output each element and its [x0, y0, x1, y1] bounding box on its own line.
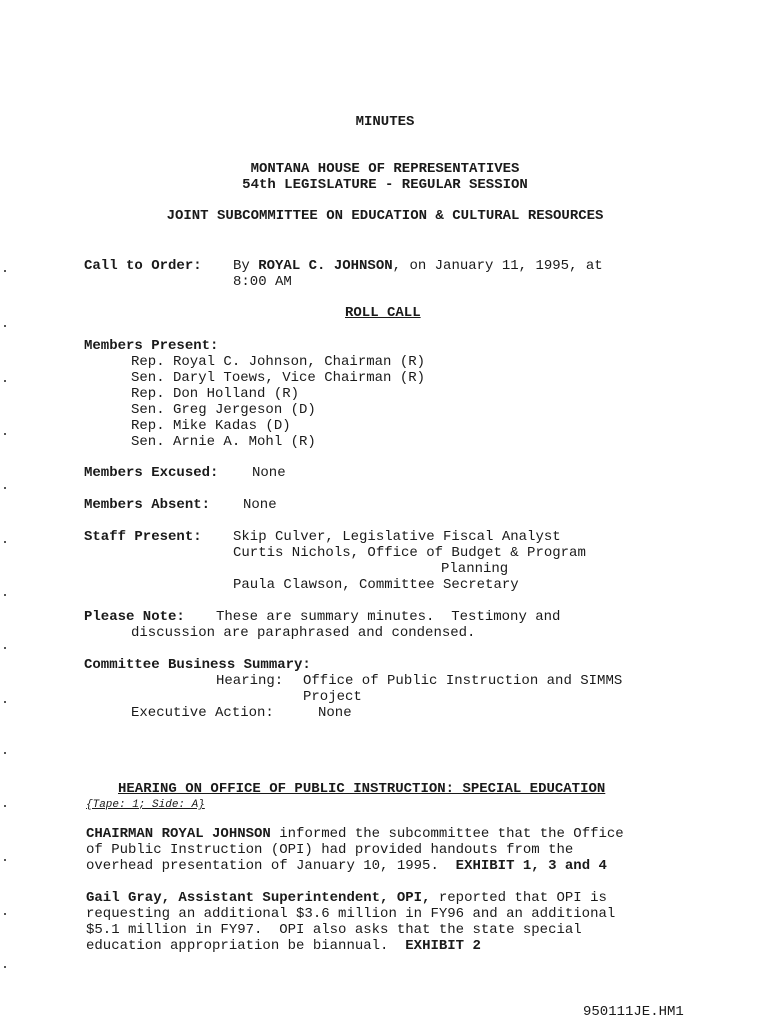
- para2-line1: [86, 890, 607, 906]
- hearing-value-line2: Project: [303, 689, 362, 705]
- staff-line: Curtis Nichols, Office of Budget & Program: [233, 545, 586, 561]
- hearing-label: Hearing:: [216, 673, 284, 689]
- para2-name: Gail Gray, Assistant Superintendent, OPI,: [86, 890, 431, 906]
- para1-line2: of Public Instruction (OPI) had provided handouts from the: [86, 842, 574, 858]
- para2-line2: requesting an additional $3.6 million in FY96 and an additional: [86, 906, 616, 922]
- para1-line1-text: informed the subcommittee that the Office: [279, 826, 624, 842]
- exec-action-value: None: [318, 705, 352, 721]
- members-excused-label: Members Excused:: [84, 465, 219, 481]
- scan-mark: [4, 859, 6, 861]
- hearing-value-line1: Office of Public Instruction and SIMMS: [303, 673, 623, 689]
- scan-mark: [4, 325, 6, 327]
- para2-exhibit: EXHIBIT 2: [405, 938, 481, 954]
- para2-line4-text: education appropriation be biannual.: [86, 938, 389, 954]
- para2-line3: $5.1 million in FY97. OPI also asks that the state special: [86, 922, 582, 938]
- para2-line4: [86, 938, 481, 954]
- scan-mark: [4, 541, 6, 543]
- para1-line3-text: overhead presentation of January 10, 1995.: [86, 858, 439, 874]
- members-present-label: Members Present:: [84, 338, 219, 354]
- member-item: Sen. Arnie A. Mohl (R): [131, 434, 316, 450]
- please-note-line1: These are summary minutes. Testimony and: [216, 609, 561, 625]
- para1-line1: [86, 826, 624, 842]
- business-summary-label: Committee Business Summary:: [84, 657, 311, 673]
- member-item: Sen. Greg Jergeson (D): [131, 402, 316, 418]
- staff-line: Skip Culver, Legislative Fiscal Analyst: [233, 529, 561, 545]
- member-item: Rep. Royal C. Johnson, Chairman (R): [131, 354, 426, 370]
- call-to-order-label: Call to Order:: [84, 258, 202, 274]
- scan-mark: [4, 913, 6, 915]
- footer-code: 950111JE.HM1: [583, 1004, 684, 1020]
- call-to-order-line2: 8:00 AM: [233, 274, 292, 290]
- scan-mark: [4, 380, 6, 382]
- exec-action-label: Executive Action:: [131, 705, 274, 721]
- house-title: MONTANA HOUSE OF REPRESENTATIVES: [250, 161, 520, 177]
- scan-mark: [4, 647, 6, 649]
- member-item: Sen. Daryl Toews, Vice Chairman (R): [131, 370, 426, 386]
- members-excused-value: None: [252, 465, 286, 481]
- hearing-heading: HEARING ON OFFICE OF PUBLIC INSTRUCTION: SPECIAL EDUCATION: [118, 781, 606, 797]
- scan-mark: [4, 805, 6, 807]
- members-absent-label: Members Absent:: [84, 497, 211, 513]
- please-note-line2: discussion are paraphrased and condensed.: [131, 625, 476, 641]
- staff-line: Paula Clawson, Committee Secretary: [233, 577, 519, 593]
- scan-mark: [4, 270, 6, 272]
- members-absent-value: None: [243, 497, 277, 513]
- scan-mark: [4, 966, 6, 968]
- member-item: Rep. Mike Kadas (D): [131, 418, 291, 434]
- staff-line: Planning: [441, 561, 509, 577]
- scan-mark: [4, 594, 6, 596]
- member-item: Rep. Don Holland (R): [131, 386, 300, 402]
- scan-mark: [4, 487, 6, 489]
- please-note-label: Please Note:: [84, 609, 185, 625]
- call-to-order-line1: By ROYAL C. JOHNSON, on January 11, 1995, at: [233, 258, 603, 274]
- para1-line3: [86, 858, 607, 874]
- doc-title: MINUTES: [355, 114, 415, 130]
- para1-name: CHAIRMAN ROYAL JOHNSON: [86, 826, 271, 842]
- scan-mark: [4, 433, 6, 435]
- session-title: 54th LEGISLATURE - REGULAR SESSION: [242, 177, 528, 193]
- staff-present-label: Staff Present:: [84, 529, 202, 545]
- para1-exhibit: EXHIBIT 1, 3 and 4: [455, 858, 607, 874]
- scan-mark: [4, 701, 6, 703]
- roll-call-heading: ROLL CALL: [345, 305, 421, 321]
- tape-reference: {Tape: 1; Side: A}: [86, 799, 205, 811]
- para2-line1-text: reported that OPI is: [438, 890, 607, 906]
- scan-mark: [4, 752, 6, 754]
- committee-title: JOINT SUBCOMMITTEE ON EDUCATION & CULTURAL RESOURCES: [166, 208, 604, 224]
